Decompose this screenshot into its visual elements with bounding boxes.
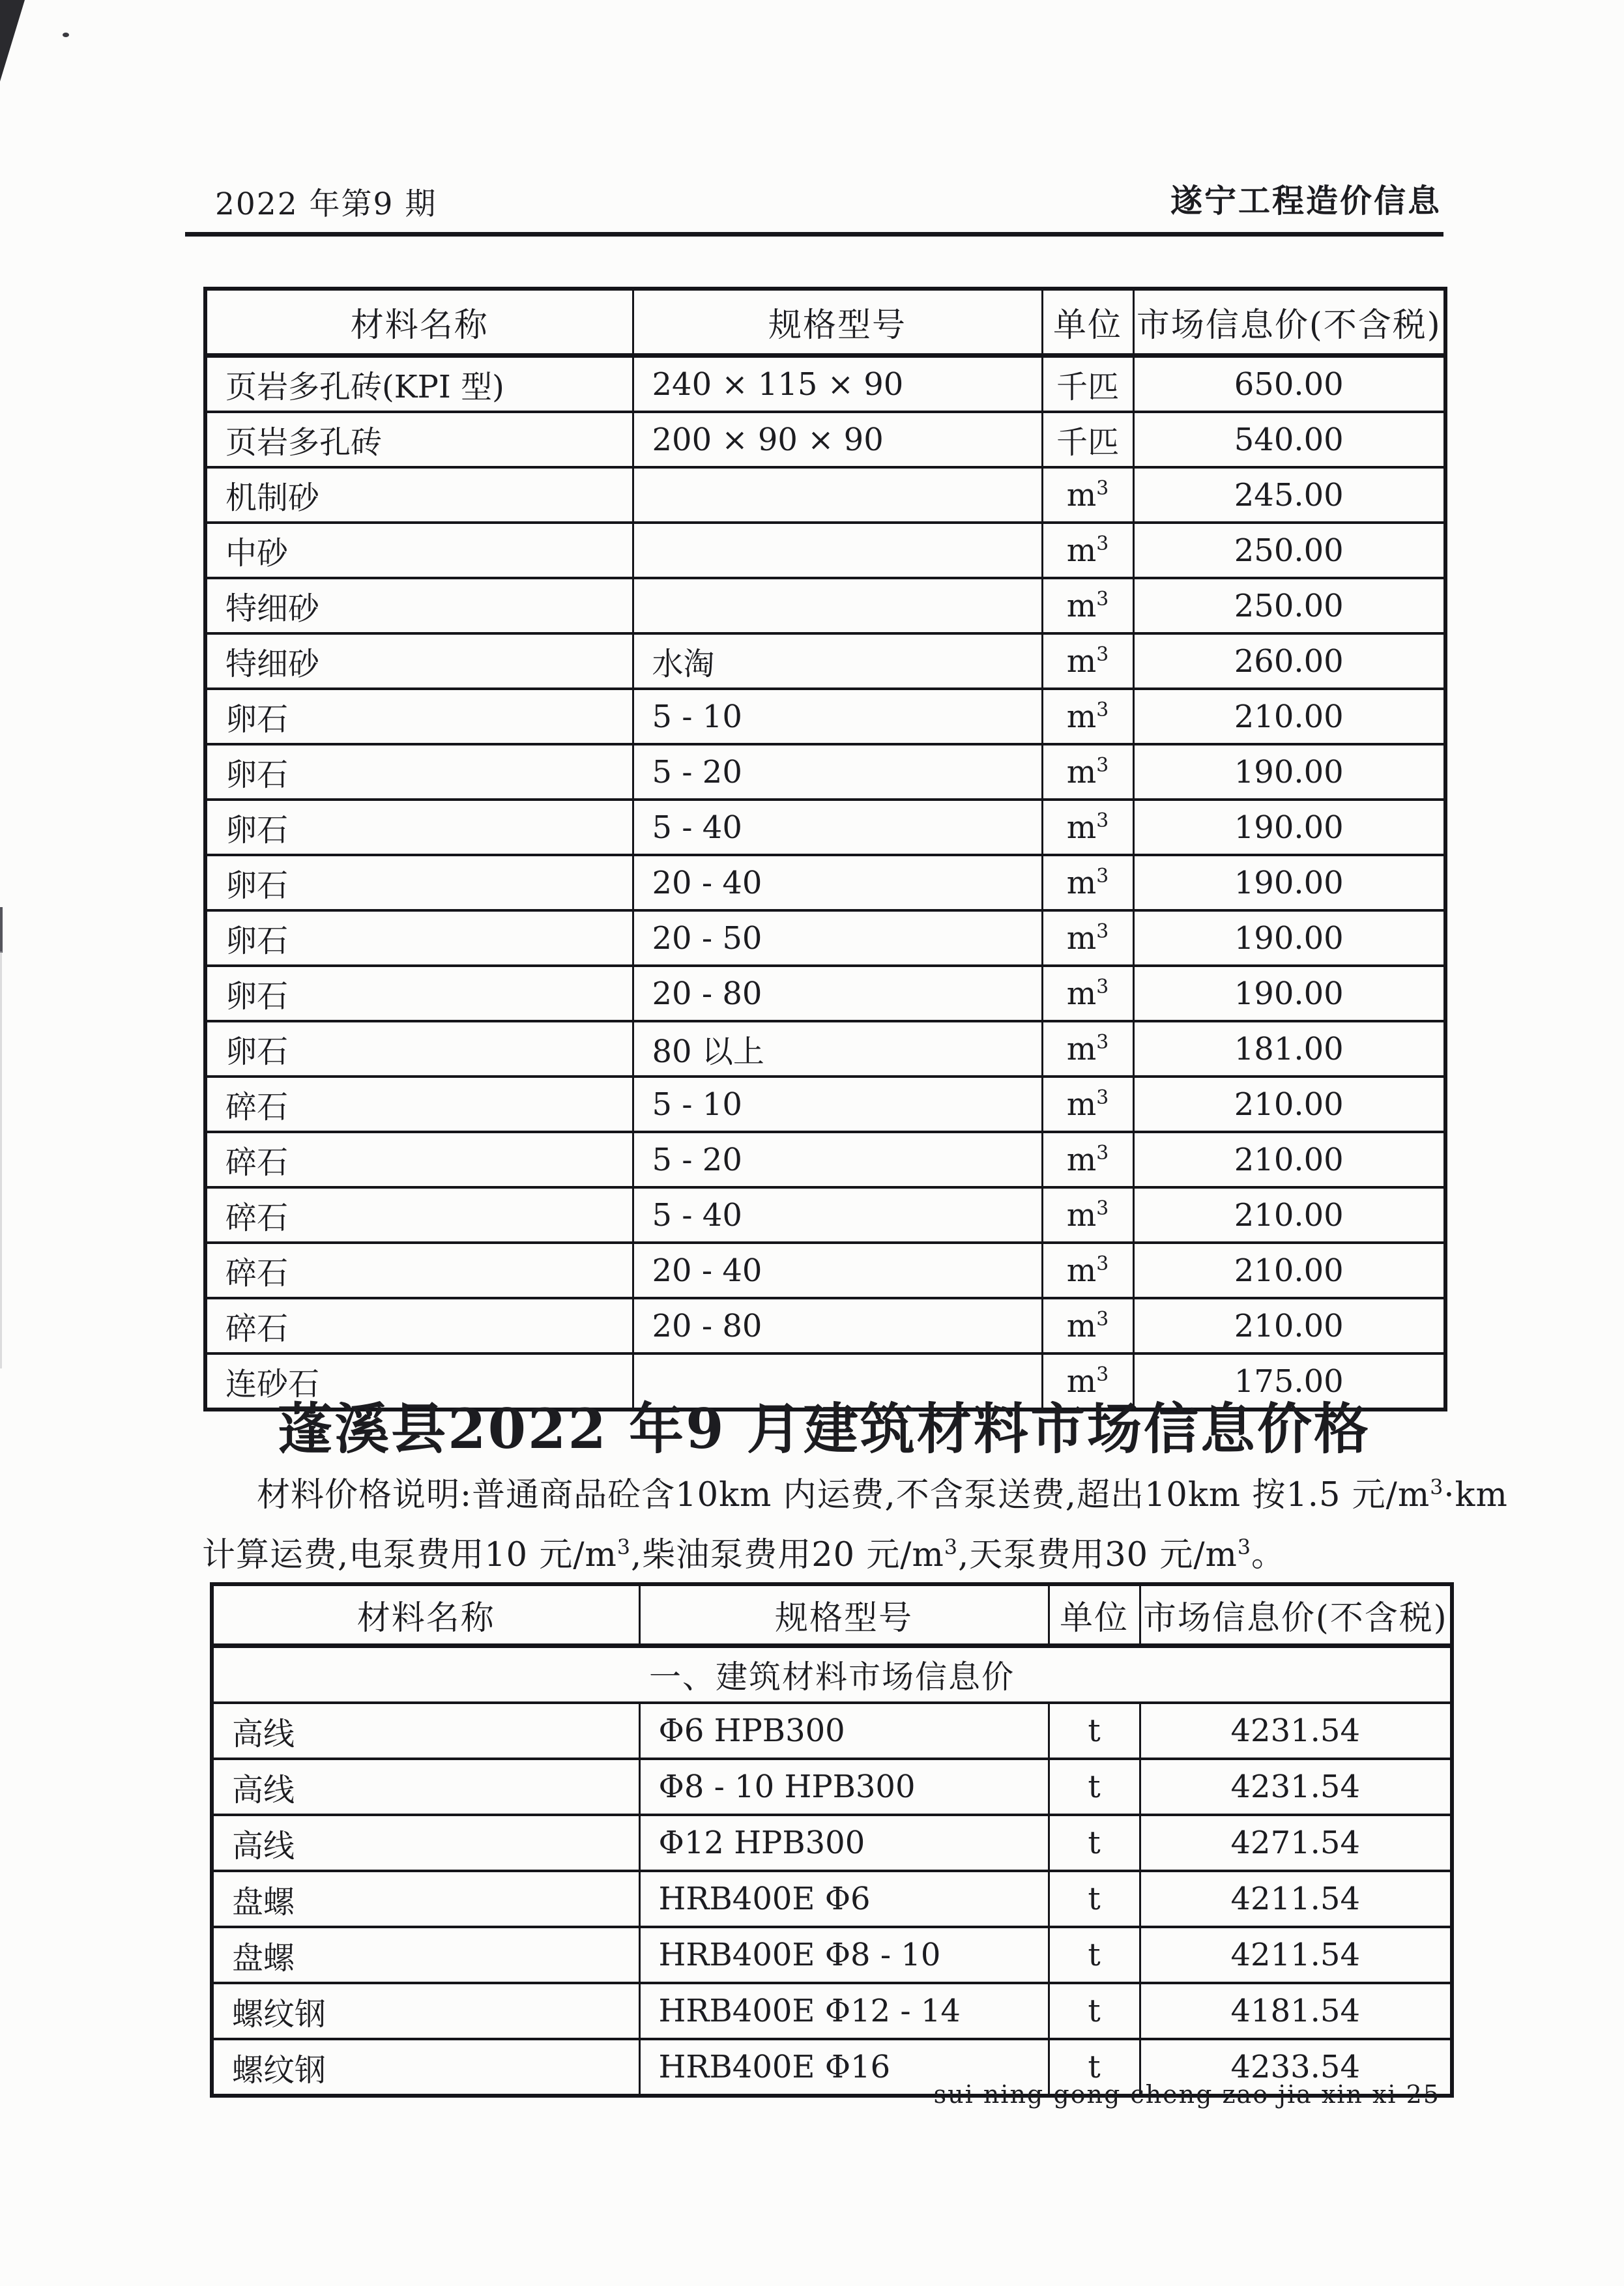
- table-cell: $m^3$: [1042, 1298, 1133, 1353]
- table-cell: t: [1049, 1871, 1140, 1927]
- page-footer: sui ning gong cheng zao jia xin xi 25: [933, 2080, 1440, 2109]
- table-cell: 210.00: [1133, 689, 1445, 744]
- table-row: [212, 1983, 1452, 2039]
- table-cell: 20 - 50: [633, 910, 1042, 966]
- table-cell: 水淘: [633, 633, 1042, 689]
- table-cell: [633, 467, 1042, 523]
- table-cell: $m^3$: [1042, 1243, 1133, 1298]
- table-cell: t: [1049, 1759, 1140, 1815]
- table-cell: $m^3$: [1042, 1021, 1133, 1077]
- table-cell: 高线: [212, 1815, 639, 1871]
- table-cell: $m^3$: [1042, 578, 1133, 633]
- table-cell: 千匹: [1042, 412, 1133, 467]
- material-price-table-2: [210, 1582, 1454, 2098]
- column-header-unit: 单位: [1042, 289, 1133, 356]
- table-cell: 5 - 40: [633, 800, 1042, 855]
- table-cell: $m^3$: [1042, 1187, 1133, 1243]
- table-cell: 盘螺: [212, 1871, 639, 1927]
- column-header-material: 材料名称: [205, 289, 633, 356]
- table-cell: 高线: [212, 1703, 639, 1759]
- table-cell: 4231.54: [1140, 1759, 1452, 1815]
- table-cell: 高线: [212, 1759, 639, 1815]
- issue-label: 2022 年第9 期: [215, 186, 437, 222]
- table-cell: 240 × 115 × 90: [633, 356, 1042, 412]
- table-cell: $m^3$: [1042, 1132, 1133, 1187]
- table-cell: 4181.54: [1140, 1983, 1452, 2039]
- table-cell: 80 以上: [633, 1021, 1042, 1077]
- table-cell: 4211.54: [1140, 1871, 1452, 1927]
- table-cell: Φ8 - 10 HPB300: [639, 1759, 1049, 1815]
- table-cell: 210.00: [1133, 1298, 1445, 1353]
- table-cell: 特细砂: [205, 578, 633, 633]
- table-row: [205, 910, 1445, 966]
- table-cell: 175.00: [1133, 1353, 1445, 1410]
- table-row: [205, 633, 1445, 689]
- table-header-row: [205, 289, 1445, 356]
- table-cell: 千匹: [1042, 356, 1133, 412]
- material-price-table-1: [203, 287, 1447, 1411]
- table-cell: 210.00: [1133, 1187, 1445, 1243]
- table-cell: 螺纹钢: [212, 1983, 639, 2039]
- table-cell: 页岩多孔砖(KPI 型): [205, 356, 633, 412]
- table-row: [212, 1759, 1452, 1815]
- table-row: [205, 578, 1445, 633]
- table-cell: 190.00: [1133, 800, 1445, 855]
- table-cell: $m^3$: [1042, 910, 1133, 966]
- table-row: [205, 1077, 1445, 1132]
- table-cell: Φ12 HPB300: [639, 1815, 1049, 1871]
- table-row: [205, 1298, 1445, 1353]
- table-cell: 4231.54: [1140, 1703, 1452, 1759]
- table-cell: 181.00: [1133, 1021, 1445, 1077]
- table-cell: $m^3$: [1042, 800, 1133, 855]
- scan-artifact: [0, 0, 25, 81]
- table-row: [205, 356, 1445, 412]
- table-cell: 5 - 20: [633, 1132, 1042, 1187]
- table-cell: 200 × 90 × 90: [633, 412, 1042, 467]
- table-cell: 190.00: [1133, 910, 1445, 966]
- column-header-price: 市场信息价(不含税): [1140, 1584, 1452, 1646]
- publication-title: 遂宁工程造价信息: [1170, 182, 1442, 220]
- table-cell: 20 - 40: [633, 855, 1042, 910]
- table-cell: 螺纹钢: [212, 2039, 639, 2096]
- column-header-material: 材料名称: [212, 1584, 639, 1646]
- table-cell: 245.00: [1133, 467, 1445, 523]
- table-cell: 4233.54: [1140, 2039, 1452, 2096]
- table-cell: $m^3$: [1042, 1353, 1133, 1410]
- table-cell: 190.00: [1133, 966, 1445, 1021]
- table-row: [212, 1871, 1452, 1927]
- table-cell: 250.00: [1133, 523, 1445, 578]
- table-cell: 190.00: [1133, 744, 1445, 800]
- header-rule: [185, 232, 1443, 237]
- scan-artifact: [0, 907, 3, 953]
- table-cell: 卵石: [205, 855, 633, 910]
- table-cell: 5 - 10: [633, 689, 1042, 744]
- table-row: [205, 412, 1445, 467]
- table-cell: 5 - 20: [633, 744, 1042, 800]
- table-row: [205, 523, 1445, 578]
- scan-artifact: [63, 33, 69, 37]
- table-cell: 20 - 80: [633, 1298, 1042, 1353]
- table-row: [205, 1187, 1445, 1243]
- table-cell: 5 - 40: [633, 1187, 1042, 1243]
- table-cell: 4271.54: [1140, 1815, 1452, 1871]
- table-cell: t: [1049, 1815, 1140, 1871]
- table-cell: Φ6 HPB300: [639, 1703, 1049, 1759]
- scan-artifact: [0, 951, 2, 1368]
- table-cell: $m^3$: [1042, 1077, 1133, 1132]
- table-cell: 碎石: [205, 1243, 633, 1298]
- table-cell: t: [1049, 1927, 1140, 1983]
- table-cell: HRB400E Φ12 - 14: [639, 1983, 1049, 2039]
- table-cell: $m^3$: [1042, 966, 1133, 1021]
- price-note-line1: 材料价格说明:普通商品砼含10km 内运费,不含泵送费,超出10km 按1.5 元$/m^3\cdot km$: [257, 1476, 1508, 1514]
- table-cell: 卵石: [205, 966, 633, 1021]
- table-cell: 碎石: [205, 1132, 633, 1187]
- table-row: [205, 1132, 1445, 1187]
- table-cell: 中砂: [205, 523, 633, 578]
- table-row: [205, 1243, 1445, 1298]
- table-cell: HRB400E Φ8 - 10: [639, 1927, 1049, 1983]
- table-cell: $m^3$: [1042, 855, 1133, 910]
- table-cell: 260.00: [1133, 633, 1445, 689]
- table-cell: 碎石: [205, 1187, 633, 1243]
- table-cell: 卵石: [205, 910, 633, 966]
- table-cell: t: [1049, 1703, 1140, 1759]
- table-cell: 碎石: [205, 1298, 633, 1353]
- table-cell: 20 - 40: [633, 1243, 1042, 1298]
- table-cell: 特细砂: [205, 633, 633, 689]
- table-row: [205, 744, 1445, 800]
- column-header-spec: 规格型号: [639, 1584, 1049, 1646]
- column-header-price: 市场信息价(不含税): [1133, 289, 1445, 356]
- table-cell: 650.00: [1133, 356, 1445, 412]
- table-cell: $m^3$: [1042, 744, 1133, 800]
- table-cell: 4211.54: [1140, 1927, 1452, 1983]
- table-cell: [633, 523, 1042, 578]
- table-header-row: [212, 1584, 1452, 1646]
- section-title: 蓬溪县2022 年9 月建筑材料市场信息价格: [278, 1396, 1370, 1461]
- table-row: [212, 1703, 1452, 1759]
- table-cell: $m^3$: [1042, 523, 1133, 578]
- table-row: [205, 800, 1445, 855]
- table-cell: 连砂石: [205, 1353, 633, 1410]
- table-cell: HRB400E Φ16: [639, 2039, 1049, 2096]
- column-header-unit: 单位: [1049, 1584, 1140, 1646]
- section-row-label: 一、建筑材料市场信息价: [212, 1646, 1452, 1703]
- table-cell: 210.00: [1133, 1077, 1445, 1132]
- table-row: [205, 855, 1445, 910]
- table-cell: 盘螺: [212, 1927, 639, 1983]
- table-cell: 机制砂: [205, 467, 633, 523]
- table-cell: 卵石: [205, 1021, 633, 1077]
- table-cell: $m^3$: [1042, 689, 1133, 744]
- table-cell: 页岩多孔砖: [205, 412, 633, 467]
- table-cell: 210.00: [1133, 1243, 1445, 1298]
- table-cell: 卵石: [205, 744, 633, 800]
- table-cell: 250.00: [1133, 578, 1445, 633]
- table-cell: [633, 578, 1042, 633]
- table-cell: 碎石: [205, 1077, 633, 1132]
- table-cell: 540.00: [1133, 412, 1445, 467]
- table-cell: 5 - 10: [633, 1077, 1042, 1132]
- table-cell: 卵石: [205, 800, 633, 855]
- table-row: [212, 1927, 1452, 1983]
- table-cell: t: [1049, 1983, 1140, 2039]
- price-note-line2: 计算运费,电泵费用10 元$/m^3$,柴油泵费用20 元$/m^3$,天泵费用30 元$/m^3$。: [202, 1536, 1286, 1574]
- table-cell: $m^3$: [1042, 467, 1133, 523]
- section-row: [212, 1646, 1452, 1703]
- table-row: [212, 1815, 1452, 1871]
- column-header-spec: 规格型号: [633, 289, 1042, 356]
- table-cell: $m^3$: [1042, 633, 1133, 689]
- table-row: [205, 689, 1445, 744]
- table-cell: t: [1049, 2039, 1140, 2096]
- table-cell: 190.00: [1133, 855, 1445, 910]
- table-row: [205, 966, 1445, 1021]
- table-row: [205, 467, 1445, 523]
- table-cell: 20 - 80: [633, 966, 1042, 1021]
- table-cell: 卵石: [205, 689, 633, 744]
- table-cell: HRB400E Φ6: [639, 1871, 1049, 1927]
- table-row: [205, 1021, 1445, 1077]
- table-cell: 210.00: [1133, 1132, 1445, 1187]
